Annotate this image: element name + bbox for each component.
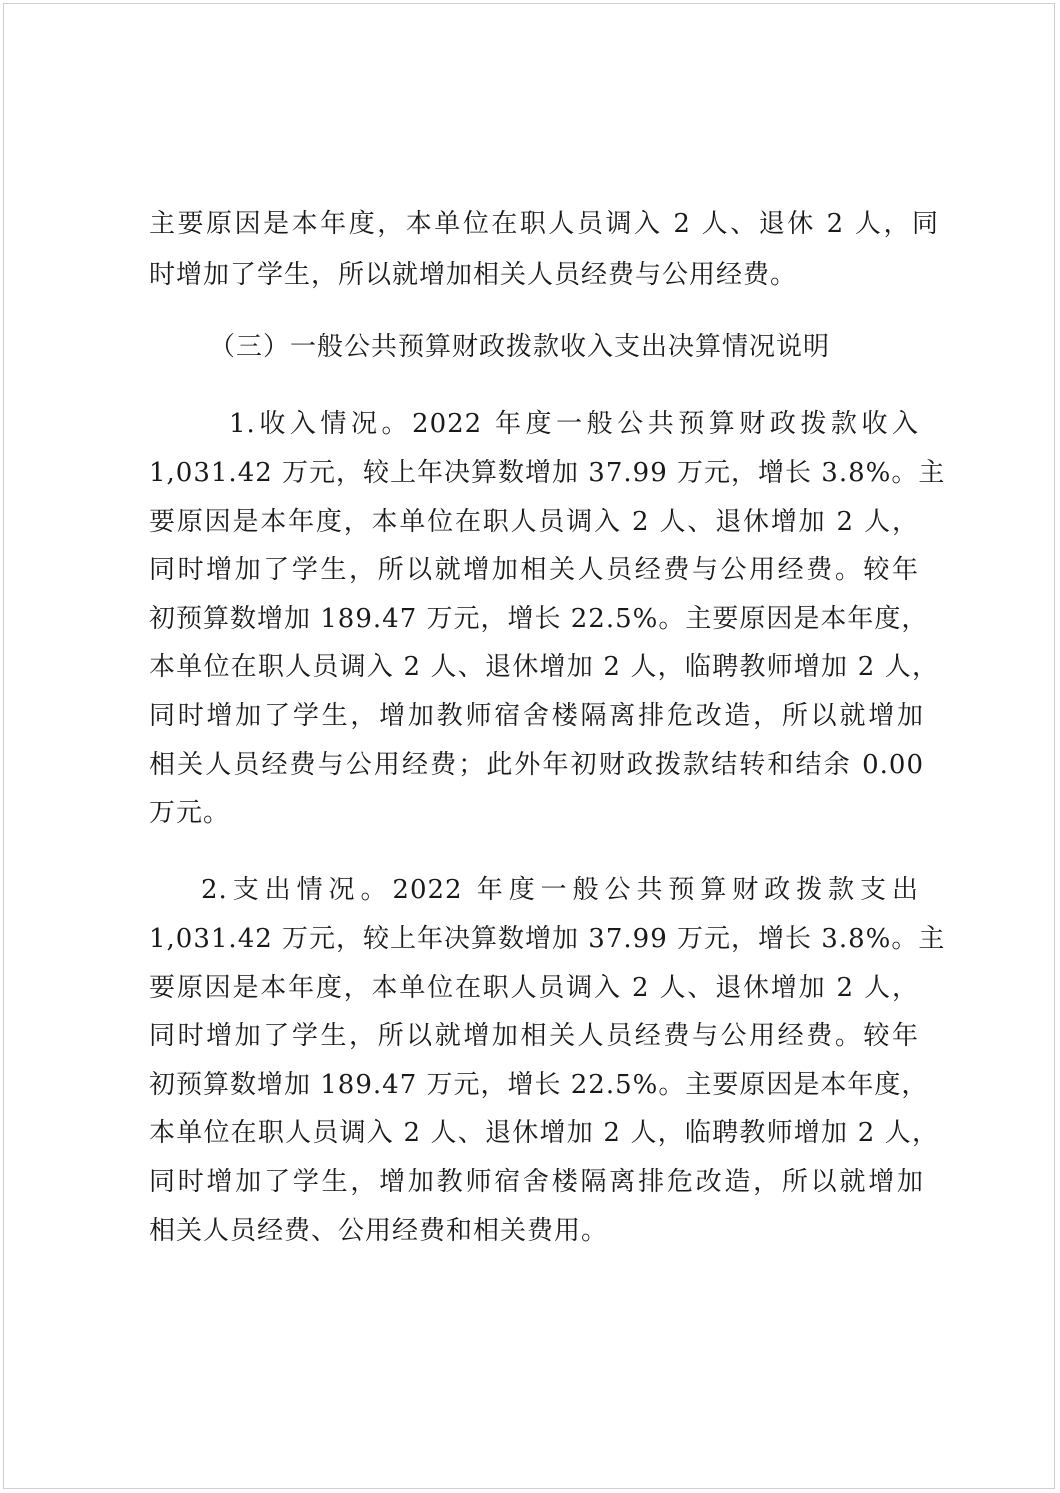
expenditure-line-8: 相关人员经费、公用经费和相关费用。 — [149, 1216, 609, 1246]
intro-line-2: 时增加了学生，所以就增加相关人员经费与公用经费。 — [149, 260, 798, 290]
income-line-6: 本单位在职人员调入 2 人、退休增加 2 人，临聘教师增加 2 人， — [149, 652, 939, 682]
document-page — [3, 3, 1055, 1489]
income-line-7: 同时增加了学生，增加教师宿舍楼隔离排危改造，所以就增加 — [149, 701, 924, 731]
expenditure-line-6: 本单位在职人员调入 2 人、退休增加 2 人，临聘教师增加 2 人， — [149, 1118, 939, 1148]
income-line-8: 相关人员经费与公用经费；此外年初财政拨款结转和结余 0.00 — [149, 750, 924, 780]
income-line-5: 初预算数增加 189.47 万元，增长 22.5%。主要原因是本年度， — [149, 604, 929, 634]
expenditure-line-2: 1,031.42 万元，较上年决算数增加 37.99 万元，增长 3.8%。主 — [149, 924, 946, 954]
expenditure-line-5: 初预算数增加 189.47 万元，增长 22.5%。主要原因是本年度， — [149, 1070, 929, 1100]
income-line-4: 同时增加了学生，所以就增加相关人员经费与公用经费。较年 — [149, 555, 919, 585]
expenditure-line-7: 同时增加了学生，增加教师宿舍楼隔离排危改造，所以就增加 — [149, 1167, 924, 1197]
expenditure-line-4: 同时增加了学生，所以就增加相关人员经费与公用经费。较年 — [149, 1021, 919, 1051]
expenditure-line-1: 2.支出情况。2022 年度一般公共预算财政拨款支出 — [201, 875, 919, 905]
income-line-3: 要原因是本年度，本单位在职人员调入 2 人、退休增加 2 人， — [149, 507, 919, 537]
section-heading: （三）一般公共预算财政拨款收入支出决算情况说明 — [209, 332, 831, 362]
expenditure-line-3: 要原因是本年度，本单位在职人员调入 2 人、退休增加 2 人， — [149, 973, 919, 1003]
income-line-1: 1.收入情况。2022 年度一般公共预算财政拨款收入 — [229, 409, 919, 439]
income-line-9: 万元。 — [149, 798, 231, 828]
intro-line-1: 主要原因是本年度，本单位在职人员调入 2 人、退休 2 人，同 — [149, 209, 939, 239]
income-line-2: 1,031.42 万元，较上年决算数增加 37.99 万元，增长 3.8%。主 — [149, 458, 946, 488]
